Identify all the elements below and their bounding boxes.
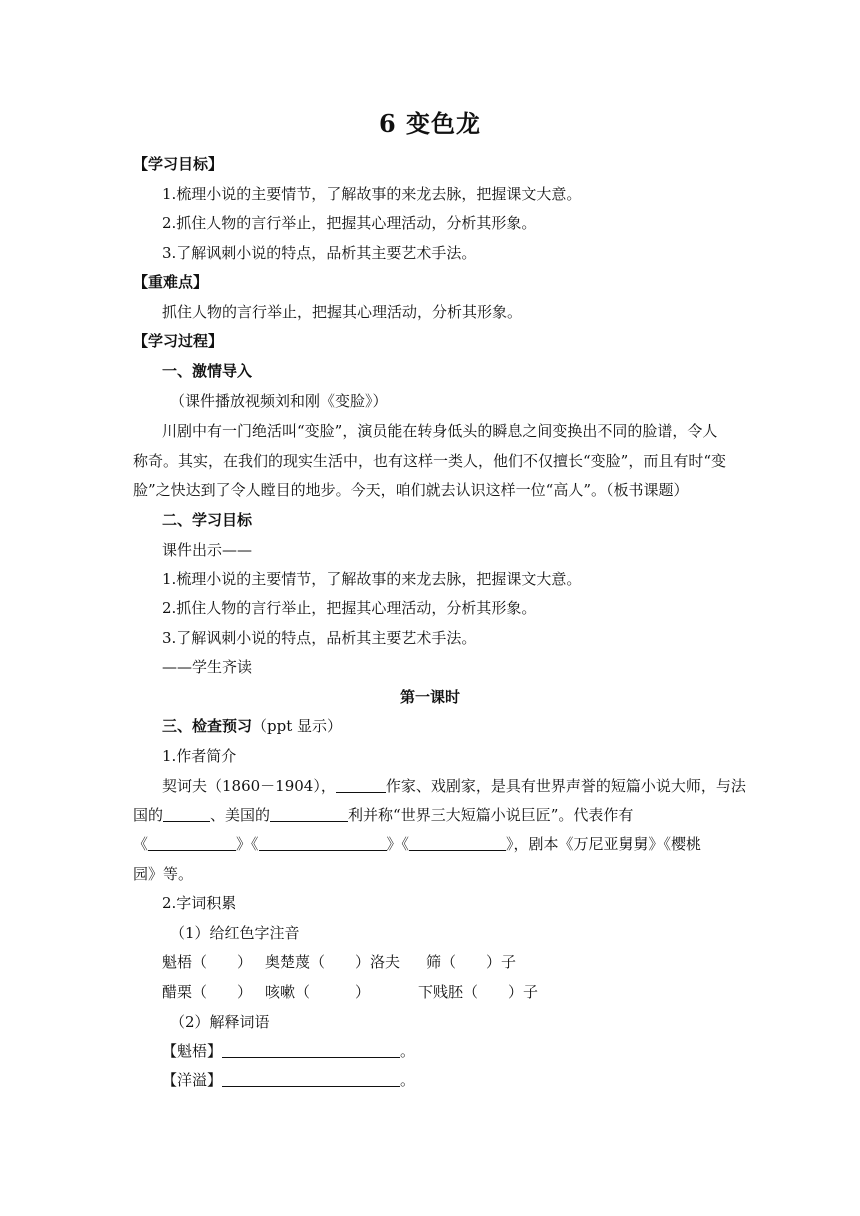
part2-item-2: 2.抓住人物的言行举止，把握其心理活动，分析其形象。	[162, 599, 537, 617]
pinyin-task-label: （1）给红色字注音	[170, 924, 300, 942]
part1-heading: 一、激情导入	[162, 362, 253, 380]
author-line-1	[162, 776, 746, 796]
definition-blank-1[interactable]	[222, 1042, 400, 1058]
part1-paragraph-line-1: 川剧中有一门绝活叫“变脸”，演员能在转身低头的瞬息之间变换出不同的脸谱，令人	[162, 422, 718, 440]
part3-heading-suffix: （ppt 显示）	[252, 717, 343, 735]
pinyin-item: 奥楚蔑（ ）洛夫	[265, 953, 401, 971]
author-line-3	[133, 834, 701, 854]
blank-french-author[interactable]	[163, 806, 210, 822]
blank-work-3[interactable]	[409, 835, 506, 851]
author-line-2-mid: 、美国的	[210, 806, 271, 824]
author-line-3-b: 》《	[236, 835, 259, 853]
pinyin-item: 下贱胚（ ）子	[418, 983, 539, 1001]
definition-label-2: 【洋溢】	[162, 1071, 223, 1089]
pinyin-item: 筛（ ）子	[426, 953, 517, 971]
part1-note: （课件播放视频刘和刚《变脸》）	[170, 392, 388, 410]
blank-work-1[interactable]	[148, 835, 236, 851]
author-line-1-end: 作家、戏剧家，是具有世界声誉的短篇小说大师，与法	[385, 777, 746, 795]
author-line-3-d: 》，剧本《万尼亚舅舅》《樱桃	[506, 835, 702, 853]
blank-american-author[interactable]	[270, 806, 348, 822]
part2-intro: 课件出示——	[162, 541, 253, 559]
blank-work-2[interactable]	[259, 835, 387, 851]
objective-item-1: 1.梳理小说的主要情节，了解故事的来龙去脉，把握课文大意。	[162, 185, 582, 203]
objective-item-3: 3.了解讽刺小说的特点，品析其主要艺术手法。	[162, 244, 477, 262]
pinyin-item: 咳嗽（ ）	[265, 983, 371, 1001]
blank-nationality[interactable]	[336, 777, 386, 793]
part3-heading-line	[162, 716, 342, 736]
define-task-label: （2）解释词语	[170, 1013, 270, 1031]
author-line-2	[133, 805, 633, 825]
author-line-4: 园》等。	[133, 865, 194, 883]
part2-heading: 二、学习目标	[162, 511, 253, 529]
part2-item-3: 3.了解讽刺小说的特点，品析其主要艺术手法。	[162, 629, 477, 647]
pinyin-item: 醋栗（ ）	[162, 983, 253, 1001]
author-line-2-end: 利并称“世界三大短篇小说巨匠”。代表作有	[348, 806, 634, 824]
key-points-header: 【重难点】	[133, 273, 209, 291]
author-line-1-start: 契诃夫（1860－1904），	[162, 777, 336, 795]
part1-paragraph-line-3: 脸”之快达到了令人瞠目的地步。今天，咱们就去认识这样一位“高人”。（板书课题）	[133, 481, 689, 499]
definition-period-2: 。	[400, 1071, 416, 1089]
definition-row-1	[162, 1041, 415, 1061]
author-line-3-c: 》《	[386, 835, 410, 853]
page-title: 6 变色龙	[378, 109, 482, 138]
author-line-3-a: 《	[133, 835, 149, 853]
author-line-2-start: 国的	[133, 806, 164, 824]
lesson-title: 第一课时	[399, 688, 460, 706]
definition-period-1: 。	[400, 1042, 416, 1060]
part1-paragraph-line-2: 称奇。其实，在我们的现实生活中，也有这样一类人，他们不仅擅长“变脸”，而且有时“变	[133, 452, 727, 470]
process-header: 【学习过程】	[133, 332, 224, 350]
part3-heading: 三、检查预习	[162, 717, 253, 735]
definition-blank-2[interactable]	[222, 1071, 400, 1087]
part2-item-1: 1.梳理小说的主要情节，了解故事的来龙去脉，把握课文大意。	[162, 570, 582, 588]
definition-row-2	[162, 1070, 415, 1090]
pinyin-item: 魁梧（ ）	[162, 953, 253, 971]
definition-label-1: 【魁梧】	[162, 1042, 223, 1060]
objective-item-2: 2.抓住人物的言行举止，把握其心理活动，分析其形象。	[162, 214, 537, 232]
part2-outro: ——学生齐读	[162, 658, 253, 676]
author-intro-label: 1.作者简介	[162, 747, 237, 765]
key-point-text: 抓住人物的言行举止，把握其心理活动，分析其形象。	[162, 303, 523, 321]
vocab-label: 2.字词积累	[162, 894, 237, 912]
objectives-header: 【学习目标】	[133, 155, 224, 173]
